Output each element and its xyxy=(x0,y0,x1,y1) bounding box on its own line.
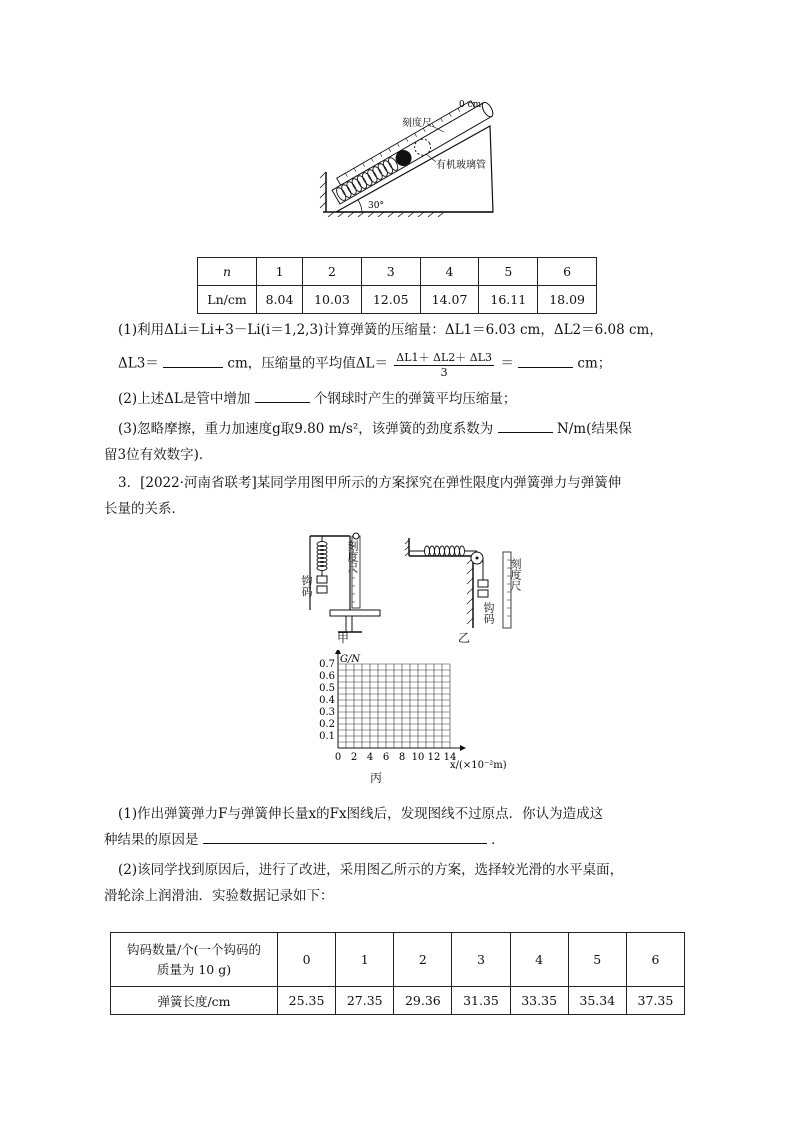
table-cell: 8.04 xyxy=(257,286,303,314)
answer-blank[interactable] xyxy=(255,390,310,403)
y-tick-label: 0.2 xyxy=(319,719,335,730)
y-tick-label: 0.3 xyxy=(319,707,335,718)
table-cell: 6 xyxy=(538,258,597,286)
table-cell: 35.34 xyxy=(568,987,626,1015)
x-tick-label: 0 xyxy=(334,752,342,763)
table-cell: Ln/cm xyxy=(198,286,257,314)
q2-part1-line2: ΔL3＝ cm，压缩量的平均值ΔL＝ $\frac{\Delta L1+ \Delta L2+ \Delta L3}{3}$ ＝ cm； xyxy=(118,351,612,379)
x-tick-label: 8 xyxy=(398,752,406,763)
q3-part1-line1: (1)作出弹簧弹力F与弹簧伸长量x的Fx图线后，发现图线不过原点．你认为造成这 xyxy=(118,806,604,822)
zero-mark-label: 0 cm xyxy=(459,100,482,110)
table-cell: 33.35 xyxy=(510,987,568,1015)
x-axis-label: x/(×10⁻²m) xyxy=(450,760,507,771)
x-tick-label: 6 xyxy=(382,752,390,763)
y-tick-label: 0.5 xyxy=(319,683,335,694)
table-cell: 3 xyxy=(361,258,420,286)
q2-part1-line1: (1)利用ΔLi＝Li+3－Li(i＝1,2,3)计算弹簧的压缩量：ΔL1＝6.03 cm，ΔL2＝6.08 cm， xyxy=(118,322,663,338)
yi-caption: 乙 xyxy=(458,631,471,645)
jia-weight-label: 钩码 xyxy=(300,575,313,597)
y-axis-label: G/N xyxy=(340,654,361,665)
x-tick-label: 2 xyxy=(350,752,358,763)
table-cell: 5 xyxy=(568,933,626,987)
table-cell: 16.11 xyxy=(479,286,538,314)
angle-label: 30° xyxy=(368,201,384,211)
jia-caption: 甲 xyxy=(337,631,350,645)
length-table xyxy=(197,257,597,314)
table-cell: 37.35 xyxy=(626,987,684,1015)
x-tick-label: 4 xyxy=(366,752,374,763)
table-cell: 29.36 xyxy=(394,987,452,1015)
x-axis-arrow xyxy=(460,745,466,751)
table-header-cell: 钩码数量/个(一个钩码的 质量为 10 g) xyxy=(111,933,278,987)
x-tick-label: 14 xyxy=(443,752,457,763)
table-cell: 0 xyxy=(278,933,336,987)
table-cell: 2 xyxy=(303,258,362,286)
bing-caption: 丙 xyxy=(370,771,383,785)
table-cell: 1 xyxy=(336,933,394,987)
ruler-label: 刻度尺 xyxy=(402,118,432,129)
table-cell: 4 xyxy=(420,258,479,286)
q3-intro-line1: 3．[2022·河南省联考]某同学用图甲所示的方案探究在弹性限度内弹簧弹力与弹簧伸 xyxy=(118,475,622,491)
table-cell: 25.35 xyxy=(278,987,336,1015)
y-tick-label: 0.1 xyxy=(319,731,335,742)
yi-ruler-label: 刻度尺 xyxy=(509,558,522,591)
q3-intro-line2: 长量的关系． xyxy=(104,501,185,517)
answer-blank[interactable] xyxy=(163,355,223,368)
y-tick-label: 0.7 xyxy=(319,659,335,670)
tube-label: 有机玻璃管 xyxy=(436,160,486,171)
x-tick-label: 10 xyxy=(411,752,425,763)
q3-part1-line2: 种结果的原因是 ． xyxy=(104,832,505,848)
yi-weight-label: 钩码 xyxy=(482,602,495,624)
table-cell: 4 xyxy=(510,933,568,987)
q3-part2-line1: (2)该同学找到原因后，进行了改进，采用图乙所示的方案，选择较光滑的水平桌面， xyxy=(118,862,624,878)
table-cell: 27.35 xyxy=(336,987,394,1015)
table-cell: 5 xyxy=(479,258,538,286)
answer-blank[interactable] xyxy=(203,831,487,844)
table-cell: 6 xyxy=(626,933,684,987)
q2-part2: (2)上述ΔL是管中增加 个钢球时产生的弹簧平均压缩量； xyxy=(118,391,517,407)
table-cell: 18.09 xyxy=(538,286,597,314)
spring-length-table xyxy=(110,932,685,1015)
x-tick-label: 12 xyxy=(427,752,441,763)
inclined-tube-figure xyxy=(318,92,528,217)
force-extension-grid-chart xyxy=(300,650,525,780)
y-tick-label: 0.4 xyxy=(319,695,335,706)
jia-ruler-label: 刻度尺 xyxy=(346,540,359,573)
table-cell: n xyxy=(198,258,257,286)
answer-blank[interactable] xyxy=(498,420,553,433)
table-cell: 2 xyxy=(394,933,452,987)
fraction: $\frac{\Delta L1+ \Delta L2+ \Delta L3}{3}$ xyxy=(396,351,493,379)
q2-part3-line2: 留3位有效数字)． xyxy=(104,447,213,463)
answer-blank[interactable] xyxy=(518,355,573,368)
table-cell: 3 xyxy=(452,933,510,987)
table-cell: 12.05 xyxy=(361,286,420,314)
table-cell: 31.35 xyxy=(452,987,510,1015)
q3-part2-line2: 滑轮涂上润滑油．实验数据记录如下： xyxy=(104,888,334,904)
table-cell: 1 xyxy=(257,258,303,286)
table-cell: 14.07 xyxy=(420,286,479,314)
table-cell: 10.03 xyxy=(303,286,362,314)
q2-part3: (3)忽略摩擦，重力加速度g取9.80 m/s²，该弹簧的劲度系数为 N/m(结果保 xyxy=(118,421,632,437)
table-cell: 弹簧长度/cm xyxy=(111,987,278,1015)
y-tick-label: 0.6 xyxy=(319,671,335,682)
